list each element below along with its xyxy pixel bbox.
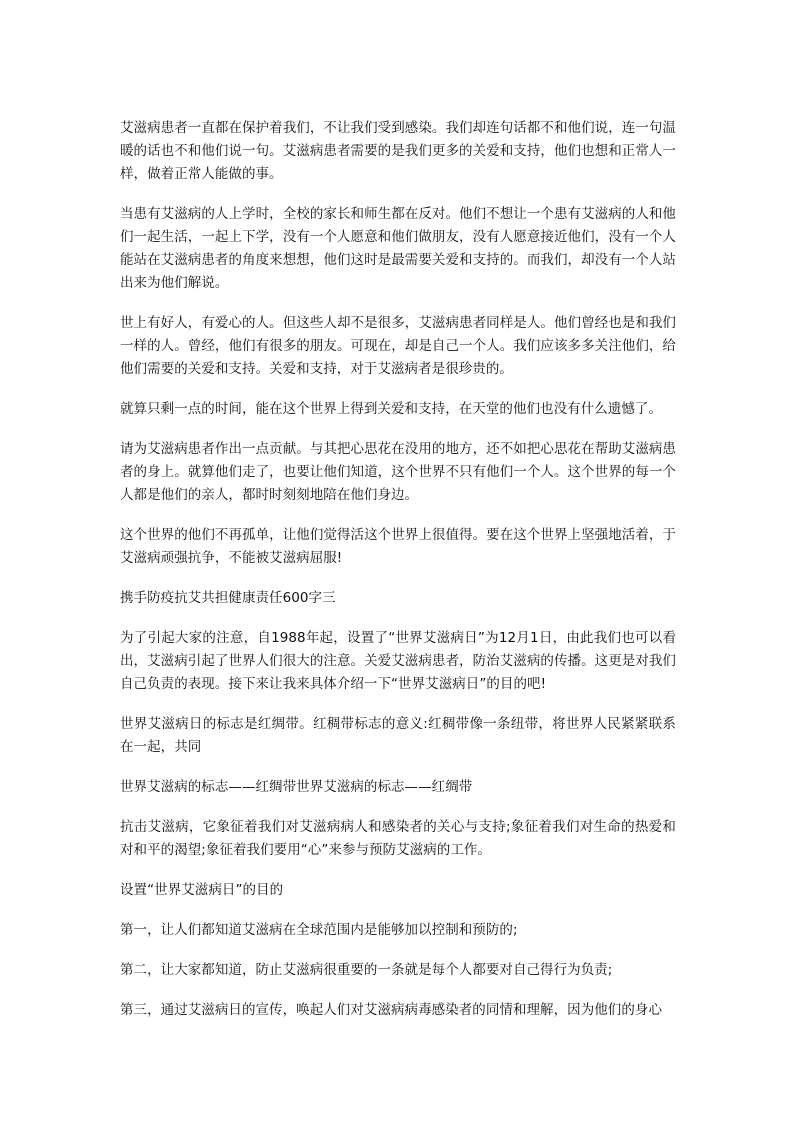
paragraph-6: 这个世界的他们不再孤单，让他们觉得活这个世界上很值得。要在这个世界上坚强地活着，于艾滋病顽强抗争，不能被艾滋病屈服! [120,527,676,566]
paragraph-11: 设置“世界艾滋病日”的目的 [120,882,284,898]
paragraph-13: 第二，让大家都知道，防止艾滋病很重要的一条就是每个人都要对自己得行为负责; [120,962,613,978]
paragraph-14: 第三，通过艾滋病日的宣传，唤起人们对艾滋病病毒感染者的同情和理解，因为他们的身心 [120,1002,662,1018]
paragraph-5: 请为艾滋病患者作出一点贡献。与其把心思花在没用的地方，还不如把心思花在帮助艾滋病患者的身上。就算他们走了，也要让他们知道，这个世界不只有他们一个人。这个世界的每一个人都是他们的亲人，都时时刻刻地陪在他们身边。 [120,441,676,503]
paragraph-9: 世界艾滋病的标志——红绸带世界艾滋病的标志——红绸带 [120,779,473,795]
paragraph-8: 世界艾滋病日的标志是红绸带。红稠带标志的意义:红稠带像一条纽带，将世界人民紧紧联系在一起，共同 [120,716,676,755]
paragraph-2: 当患有艾滋病的人上学时，全校的家长和师生都在反对。他们不想让一个患有艾滋病的人和他们一起生活，一起上下学，没有一个人愿意和他们做朋友，没有人愿意接近他们，没有一个人能站在艾滋病患者的角度来想想，他们这时是最需要关爱和支持的。而我们，却没有一个人站出来为他们解说。 [120,206,676,291]
paragraph-7: 为了引起大家的注意，自1988年起，设置了“世界艾滋病日”为12月1日，由此我们也可以看出，艾滋病引起了世界人们很大的注意。关爱艾滋病患者，防治艾滋病的传播。这更是对我们自己负责的表现。接下来让我来具体介绍一下“世界艾滋病日”的目的吧! [120,630,676,692]
document-body [120,117,676,1022]
paragraph-10: 抗击艾滋病，它象征着我们对艾滋病病人和感染者的关心与支持;象征着我们对生命的热爱和对和平的渴望;象征着我们要用“心”来参与预防艾滋病的工作。 [120,819,676,858]
paragraph-12: 第一，让人们都知道艾滋病在全球范围内是能够加以控制和预防的; [120,922,518,938]
paragraph-1: 艾滋病患者一直都在保护着我们，不让我们受到感染。我们却连句话都不和他们说，连一句温暖的话也不和他们说一句。艾滋病患者需要的是我们更多的关爱和支持，他们也想和正常人一样，做着正常人能做的事。 [120,120,676,182]
paragraph-3: 世上有好人，有爱心的人。但这些人却不是很多，艾滋病患者同样是人。他们曾经也是和我们一样的人。曾经，他们有很多的朋友。可现在，却是自己一个人。我们应该多多关注他们，给他们需要的关爱和支持。关爱和支持，对于艾滋病者是很珍贵的。 [120,315,676,377]
paragraph-4: 就算只剩一点的时间，能在这个世界上得到关爱和支持，在天堂的他们也没有什么遗憾了。 [120,401,662,417]
section-title: 携手防疫抗艾共担健康责任600字三 [120,590,336,606]
